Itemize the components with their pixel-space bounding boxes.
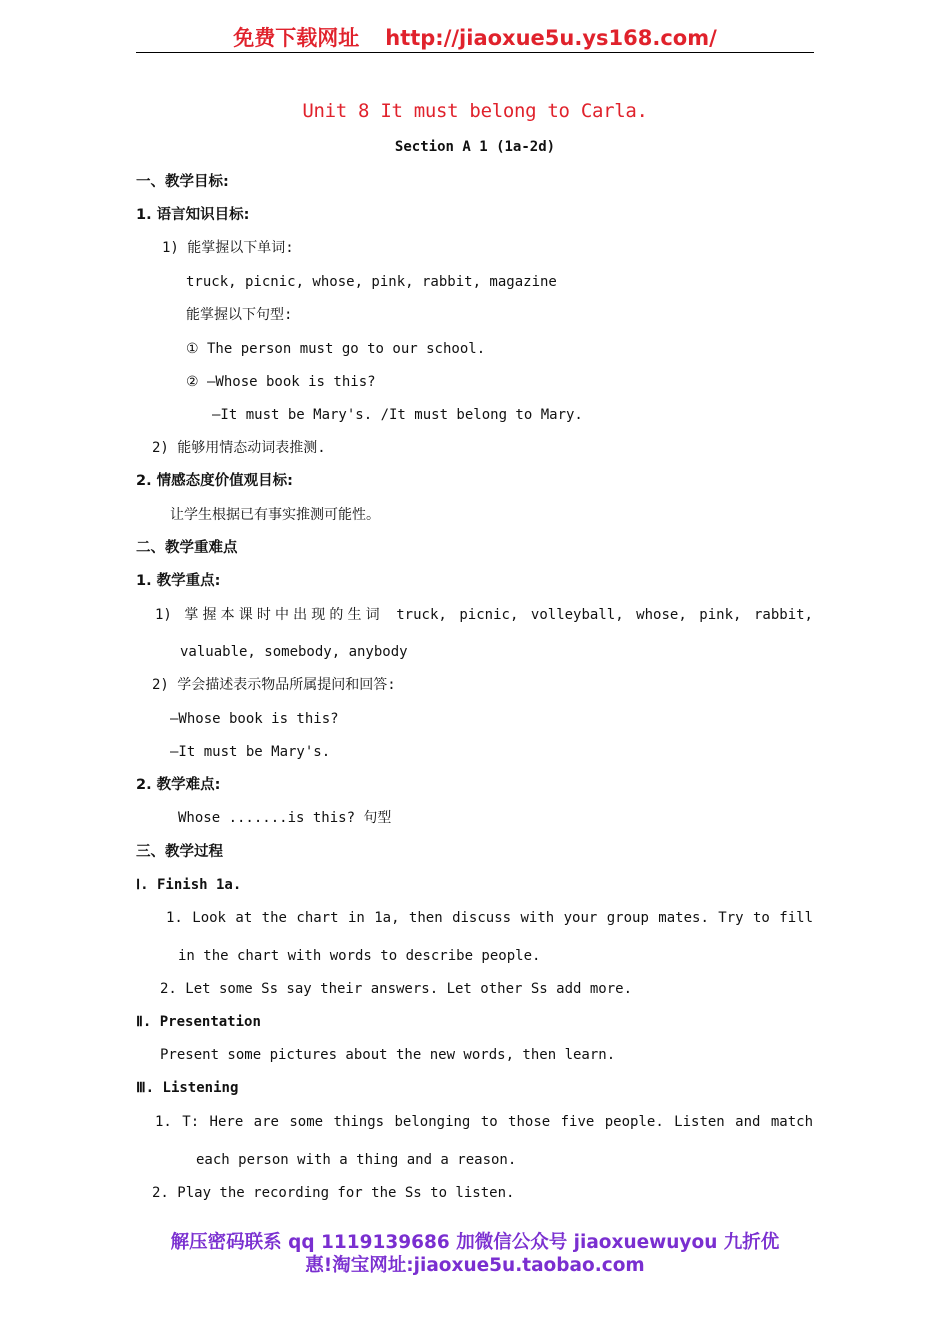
procedure-step-2: Ⅱ. Presentation [136,1014,261,1030]
vocab-list: truck, picnic, whose, pink, rabbit, magazine [186,274,557,290]
procedure-step-1: Ⅰ. Finish 1a. [136,877,242,893]
step-2-text: Present some pictures about the new words, then learn. [160,1047,616,1063]
section-heading-procedure: 三、教学过程 [136,844,223,860]
difficult-point-text: Whose .......is this? 句型 [178,810,392,826]
subsection-language-goals: 1. 语言知识目标: [136,207,250,223]
goal-item-words: 1) 能掌握以下单词: [162,240,294,256]
sentence-2: ② —Whose book is this? [186,374,376,390]
sentences-label: 能掌握以下句型: [186,307,293,323]
subsection-difficult-points: 2. 教学难点: [136,777,221,793]
header-label: 免费下载网址 [233,26,360,50]
sentence-1: ① The person must go to our school. [186,341,486,357]
section-heading-key-points: 二、教学重难点 [136,540,238,556]
subsection-key-points: 1. 教学重点: [136,573,221,589]
sentence-2-answer: —It must be Mary's. /It must belong to Mary. [212,407,583,423]
procedure-step-3: Ⅲ. Listening [136,1080,239,1096]
example-answer: —It must be Mary's. [170,744,331,760]
attitude-text: 让学生根据已有事实推测可能性。 [170,507,380,523]
key-point-2: 2) 学会描述表示物品所属提问和回答: [152,677,396,693]
subsection-attitude-goals: 2. 情感态度价值观目标: [136,473,293,489]
step-1-item-2: 2. Let some Ss say their answers. Let other Ss add more. [160,981,633,997]
footer-contact: 解压密码联系 qq 1119139686 加微信公众号 jiaoxuewuyou 九折优 [170,1232,780,1253]
goal-item-modals: 2) 能够用情态动词表推测. [152,440,326,456]
step-1-item-1-cont: in the chart with words to describe people. [178,948,541,964]
document-title: Unit 8 It must belong to Carla. [302,100,648,122]
example-question: —Whose book is this? [170,711,339,727]
document-subtitle: Section A 1 (1a-2d) [394,139,556,155]
step-3-item-1: 1. T: Here are some things belonging to those five people. Listen and match [155,1114,813,1130]
step-3-item-1-cont: each person with a thing and a reason. [196,1152,517,1168]
section-heading-objectives: 一、教学目标: [136,174,229,190]
key-point-1: 1) 掌握本课时中出现的生词 truck, picnic, volleyball, whose, pink, rabbit, [155,607,813,623]
page-header [136,22,814,53]
step-3-item-2: 2. Play the recording for the Ss to listen. [152,1185,515,1201]
header-url-link[interactable]: http://jiaoxue5u.ys168.com/ [385,26,717,50]
footer-shop-link[interactable]: 惠!淘宝网址:jiaoxue5u.taobao.com [305,1255,645,1276]
step-1-item-1: 1. Look at the chart in 1a, then discuss with your group mates. Try to fill [166,910,813,926]
key-point-1-cont: valuable, somebody, anybody [180,644,408,660]
